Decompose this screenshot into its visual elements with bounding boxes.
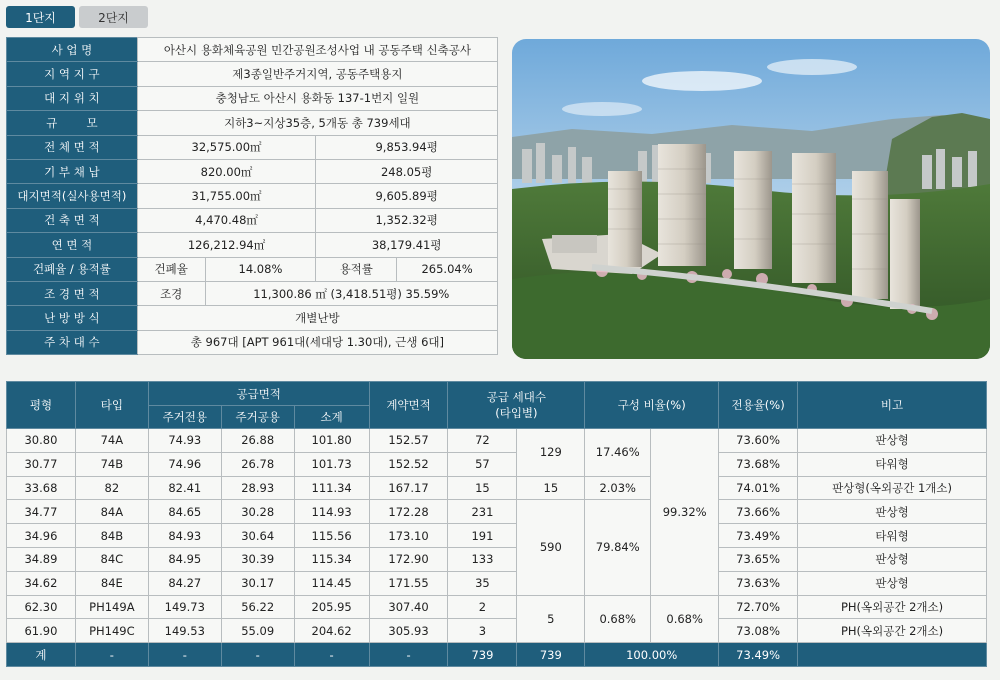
cell-note: 타워형 — [798, 524, 987, 548]
overview-value-sqm: 32,575.00㎡ — [137, 135, 316, 159]
cell-pyeong: 30.77 — [7, 452, 76, 476]
overview-label: 건 축 면 적 — [7, 208, 138, 232]
cell-exclusive: 74.93 — [148, 429, 221, 453]
header-note: 비고 — [798, 382, 987, 429]
overview-value-pyeong: 9,853.94평 — [316, 135, 498, 159]
cell-common: 56.22 — [221, 595, 294, 619]
cell-note: 판상형 — [798, 571, 987, 595]
cell-group-ratio: 2.03% — [585, 476, 651, 500]
cell-type: 84C — [75, 547, 148, 571]
total-dash: - — [221, 643, 294, 667]
total-dash: - — [369, 643, 448, 667]
cell-note: 판상형 — [798, 429, 987, 453]
cell-contract: 167.17 — [369, 476, 448, 500]
overview-value-pyeong: 38,179.41평 — [316, 233, 498, 257]
overview-row-zoning — [7, 62, 498, 86]
table-total-row — [7, 643, 987, 667]
cell-exclusive: 149.73 — [148, 595, 221, 619]
overview-row-site-location — [7, 86, 498, 110]
overview-label: 건폐율 / 용적률 — [7, 257, 138, 281]
overview-value-pyeong: 248.05평 — [316, 159, 498, 183]
cell-note: 타워형 — [798, 452, 987, 476]
cell-subtotal: 204.62 — [294, 619, 369, 643]
tab-complex-1[interactable]: 1단지 — [6, 6, 75, 28]
cell-exclusive: 84.65 — [148, 500, 221, 524]
overview-value-sqm: 820.00㎡ — [137, 159, 316, 183]
overview-value: 충청남도 아산시 용화동 137-1번지 일원 — [137, 86, 497, 110]
cell-pyeong: 34.77 — [7, 500, 76, 524]
cell-subtotal: 111.34 — [294, 476, 369, 500]
header-supply-area: 공급면적 — [148, 382, 369, 406]
cell-units: 57 — [448, 452, 517, 476]
table-row — [7, 452, 987, 476]
header-composition: 구성 비율(%) — [585, 382, 719, 429]
complex-tabs — [6, 6, 148, 28]
cell-units: 35 — [448, 571, 517, 595]
cell-group-units: 129 — [517, 429, 585, 477]
cell-note: 판상형 — [798, 547, 987, 571]
cell-subtotal: 114.93 — [294, 500, 369, 524]
table-row — [7, 595, 987, 619]
total-label: 계 — [7, 643, 76, 667]
cell-type: PH149C — [75, 619, 148, 643]
total-dash: - — [294, 643, 369, 667]
header-residential-common: 주거공용 — [221, 406, 294, 429]
overview-value: 지하3~지상35층, 5개동 총 739세대 — [137, 111, 497, 135]
total-exclusive-rate: 73.49% — [719, 643, 798, 667]
cell-contract: 152.52 — [369, 452, 448, 476]
overview-label: 대지면적(실사용면적) — [7, 184, 138, 208]
cell-common: 26.78 — [221, 452, 294, 476]
cell-common: 28.93 — [221, 476, 294, 500]
cell-type: 74B — [75, 452, 148, 476]
cell-common: 55.09 — [221, 619, 294, 643]
cell-contract: 172.28 — [369, 500, 448, 524]
cell-pyeong: 61.90 — [7, 619, 76, 643]
overview-row-landscape — [7, 281, 498, 305]
table-row — [7, 429, 987, 453]
cell-subtotal: 101.80 — [294, 429, 369, 453]
overview-label: 규 모 — [7, 111, 138, 135]
cell-exclusive-rate: 73.63% — [719, 571, 798, 595]
total-group-units: 739 — [517, 643, 585, 667]
table-row — [7, 524, 987, 548]
cell-exclusive: 74.96 — [148, 452, 221, 476]
cell-big-ratio: 0.68% — [651, 595, 719, 643]
cell-common: 30.28 — [221, 500, 294, 524]
tab-complex-2[interactable]: 2단지 — [79, 6, 148, 28]
header-subtotal: 소계 — [294, 406, 369, 429]
cell-exclusive-rate: 73.66% — [719, 500, 798, 524]
total-dash: - — [148, 643, 221, 667]
overview-label: 기 부 채 납 — [7, 159, 138, 183]
cell-note: PH(옥외공간 2개소) — [798, 619, 987, 643]
cell-type: 74A — [75, 429, 148, 453]
cell-group-ratio: 0.68% — [585, 595, 651, 643]
cell-contract: 152.57 — [369, 429, 448, 453]
header-units-line1: 공급 세대수 — [486, 390, 546, 404]
overview-value-sqm: 4,470.48㎡ — [137, 208, 316, 232]
cell-type: 84A — [75, 500, 148, 524]
cell-big-ratio: 99.32% — [651, 429, 719, 596]
cell-exclusive-rate: 73.08% — [719, 619, 798, 643]
cell-subtotal: 101.73 — [294, 452, 369, 476]
overview-row-building-area — [7, 208, 498, 232]
cell-note: 판상형(옥외공간 1개소) — [798, 476, 987, 500]
cell-subtotal: 115.56 — [294, 524, 369, 548]
header-units-line2: (타입별) — [495, 406, 538, 420]
overview-row-site-area — [7, 184, 498, 208]
cell-pyeong: 33.68 — [7, 476, 76, 500]
cell-common: 30.17 — [221, 571, 294, 595]
overview-row-heating — [7, 306, 498, 330]
cell-type: 84E — [75, 571, 148, 595]
overview-row-donation — [7, 159, 498, 183]
header-pyeong: 평형 — [7, 382, 76, 429]
cell-contract: 171.55 — [369, 571, 448, 595]
cell-exclusive-rate: 74.01% — [719, 476, 798, 500]
overview-row-ratio — [7, 257, 498, 281]
cell-subtotal: 205.95 — [294, 595, 369, 619]
cell-group-units: 15 — [517, 476, 585, 500]
overview-label: 사 업 명 — [7, 38, 138, 62]
unit-supply-table — [6, 381, 987, 667]
cell-units: 191 — [448, 524, 517, 548]
cell-note: 판상형 — [798, 500, 987, 524]
header-units — [448, 382, 585, 429]
cell-pyeong: 30.80 — [7, 429, 76, 453]
overview-value-sqm: 126,212.94㎡ — [137, 233, 316, 257]
cell-exclusive-rate: 73.60% — [719, 429, 798, 453]
cell-contract: 173.10 — [369, 524, 448, 548]
landscape-value: 11,300.86 ㎡ (3,418.51평) 35.59% — [205, 281, 497, 305]
overview-value-pyeong: 9,605.89평 — [316, 184, 498, 208]
header-exclusive-rate: 전용율(%) — [719, 382, 798, 429]
total-note — [798, 643, 987, 667]
overview-value: 아산시 용화체육공원 민간공원조성사업 내 공동주택 신축공사 — [137, 38, 497, 62]
cell-pyeong: 34.89 — [7, 547, 76, 571]
cell-group-units: 5 — [517, 595, 585, 643]
cell-contract: 305.93 — [369, 619, 448, 643]
cell-exclusive-rate: 73.68% — [719, 452, 798, 476]
overview-row-scale — [7, 111, 498, 135]
cell-contract: 172.90 — [369, 547, 448, 571]
cell-exclusive: 84.93 — [148, 524, 221, 548]
cell-units: 2 — [448, 595, 517, 619]
table-row — [7, 547, 987, 571]
complex-aerial-rendering — [512, 39, 990, 359]
cell-pyeong: 34.62 — [7, 571, 76, 595]
cell-exclusive: 149.53 — [148, 619, 221, 643]
overview-value-sqm: 31,755.00㎡ — [137, 184, 316, 208]
cell-note: PH(옥외공간 2개소) — [798, 595, 987, 619]
overview-row-total-area — [7, 135, 498, 159]
cell-common: 26.88 — [221, 429, 294, 453]
project-overview-table — [6, 37, 498, 355]
far-label: 용적률 — [316, 257, 397, 281]
table-row — [7, 500, 987, 524]
overview-value-pyeong: 1,352.32평 — [316, 208, 498, 232]
cell-units: 15 — [448, 476, 517, 500]
table-row — [7, 476, 987, 500]
cell-exclusive-rate: 73.65% — [719, 547, 798, 571]
table-row — [7, 619, 987, 643]
header-type: 타입 — [75, 382, 148, 429]
overview-label: 조 경 면 적 — [7, 281, 138, 305]
overview-label: 전 체 면 적 — [7, 135, 138, 159]
far-value: 265.04% — [397, 257, 498, 281]
total-dash: - — [75, 643, 148, 667]
cell-type: PH149A — [75, 595, 148, 619]
header-residential-exclusive: 주거전용 — [148, 406, 221, 429]
overview-value: 총 967대 [APT 961대(세대당 1.30대), 근생 6대] — [137, 330, 497, 354]
cell-type: 82 — [75, 476, 148, 500]
overview-label: 대 지 위 치 — [7, 86, 138, 110]
cell-subtotal: 115.34 — [294, 547, 369, 571]
overview-label: 난 방 방 식 — [7, 306, 138, 330]
cell-group-ratio: 17.46% — [585, 429, 651, 477]
cell-contract: 307.40 — [369, 595, 448, 619]
header-contract-area: 계약면적 — [369, 382, 448, 429]
cell-units: 3 — [448, 619, 517, 643]
cell-units: 72 — [448, 429, 517, 453]
cell-common: 30.39 — [221, 547, 294, 571]
cell-exclusive: 84.27 — [148, 571, 221, 595]
cell-exclusive-rate: 72.70% — [719, 595, 798, 619]
cell-group-ratio: 79.84% — [585, 500, 651, 595]
cell-pyeong: 34.96 — [7, 524, 76, 548]
overview-row-project-name — [7, 38, 498, 62]
cell-units: 231 — [448, 500, 517, 524]
overview-row-parking — [7, 330, 498, 354]
cell-exclusive: 82.41 — [148, 476, 221, 500]
bcr-label: 건폐율 — [137, 257, 205, 281]
total-ratio: 100.00% — [585, 643, 719, 667]
overview-row-floor-area — [7, 233, 498, 257]
cell-units: 133 — [448, 547, 517, 571]
cell-exclusive-rate: 73.49% — [719, 524, 798, 548]
overview-label: 지 역 지 구 — [7, 62, 138, 86]
overview-value: 개별난방 — [137, 306, 497, 330]
cell-pyeong: 62.30 — [7, 595, 76, 619]
cell-type: 84B — [75, 524, 148, 548]
bcr-value: 14.08% — [205, 257, 316, 281]
cell-group-units: 590 — [517, 500, 585, 595]
cell-exclusive: 84.95 — [148, 547, 221, 571]
overview-label: 주 차 대 수 — [7, 330, 138, 354]
total-units: 739 — [448, 643, 517, 667]
overview-label: 연 면 적 — [7, 233, 138, 257]
overview-value: 제3종일반주거지역, 공동주택용지 — [137, 62, 497, 86]
cell-common: 30.64 — [221, 524, 294, 548]
landscape-sub-label: 조경 — [137, 281, 205, 305]
cell-subtotal: 114.45 — [294, 571, 369, 595]
table-row — [7, 571, 987, 595]
